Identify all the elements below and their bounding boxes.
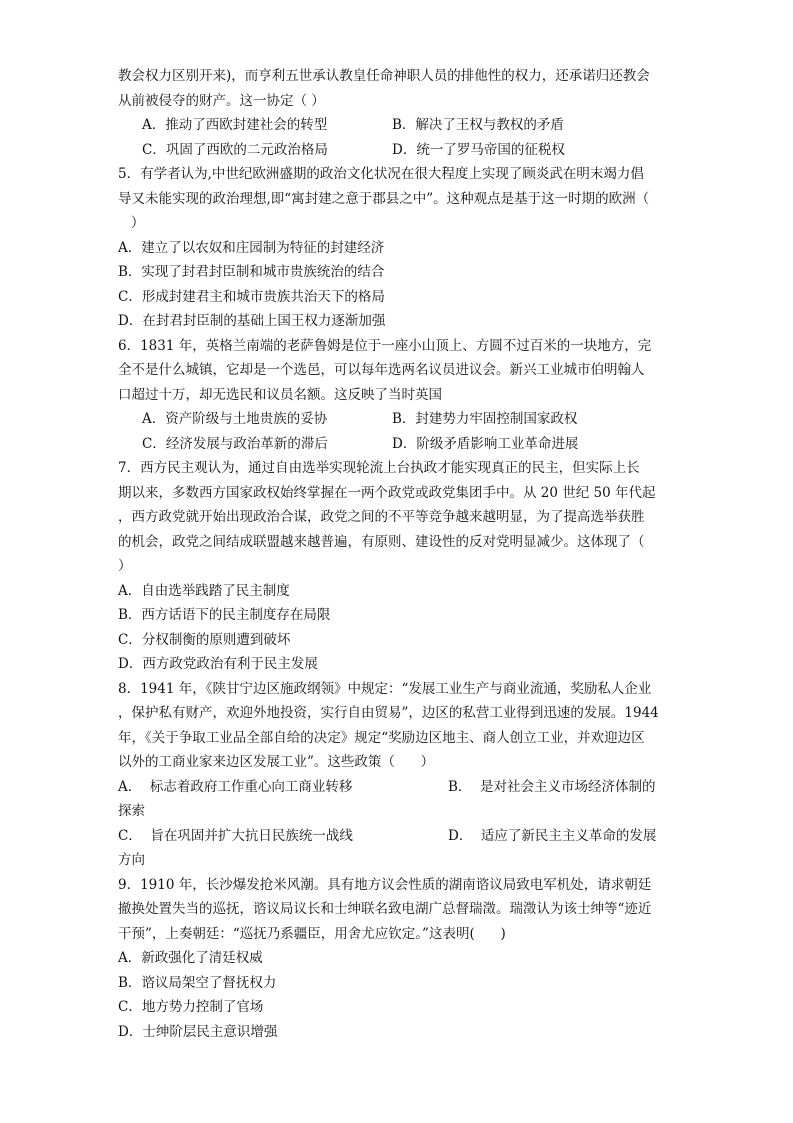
question-6-option-d[interactable]: D．阶级矛盾影响工业革命进展	[392, 435, 579, 452]
question-7-stem-line-4: 的机会，政党之间结成联盟越来越普遍，有原则、建设性的反对党明显减少。这体现了（	[118, 533, 645, 550]
question-5-stem-line-3: ）	[118, 215, 145, 231]
question-5-stem-line-1: 5．有学者认为,中世纪欧洲盛期的政治文化状况在很大程度上实现了顾炎武在明末竭力倡	[118, 166, 644, 182]
question-7-option-c[interactable]: C．分权制衡的原则遭到破坏	[118, 631, 291, 648]
question-4-stem-line-1: 教会权力区别开来)，而亨利五世承认教皇任命神职人员的排他性的权力，还承诺归还教会	[118, 68, 650, 84]
question-9-stem-line-1: 9．1910 年，长沙爆发抢米风潮。具有地方议会性质的湖南谘议局致电军机处，请求朝廷	[118, 876, 652, 893]
question-8-stem-line-3: 年，《关于争取工业品全部自给的决定》规定“奖励边区地主、商人创立工业，并欢迎边区	[118, 729, 645, 746]
question-7-stem-line-3: ，西方政党就开始出现政治合谋，政党之间的不平等竞争越来越明显，为了提高选举获胜	[118, 509, 645, 525]
question-8-option-b[interactable]: B． 是对社会主义市场经济体制的	[448, 778, 656, 795]
question-6-option-b[interactable]: B．封建势力牢固控制国家政权	[392, 411, 578, 427]
question-9	[118, 873, 678, 1045]
question-4-option-c[interactable]: C．巩固了西欧的二元政治格局	[142, 141, 328, 158]
question-9-stem-line-3: 干预”，上奏朝廷：“巡抚乃系疆臣，用舍尤应钦定。”这表明( )	[118, 925, 506, 942]
question-4-stem-line-2: 从前被侵夺的财产。这一协定（ ）	[118, 92, 325, 109]
question-9-option-b[interactable]: B．谘议局架空了督抚权力	[118, 974, 277, 991]
question-6-option-a[interactable]: A．资产阶级与土地贵族的妥协	[142, 411, 328, 427]
question-7-stem-line-2: 期以来，多数西方国家政权始终掌握在一两个政党或政党集团手中。从 20 世纪 50 年代起	[118, 484, 656, 501]
question-6-stem-line-1: 6．1831 年，英格兰南端的老萨鲁姆是位于一座小山顶上、方圆不过百米的一块地方，完	[118, 337, 652, 354]
question-7-option-a[interactable]: A．自由选举践踏了民主制度	[118, 582, 290, 599]
question-6-stem-line-3: 口超过十万，却无选民和议员名额。这反映了当时英国	[118, 386, 442, 403]
question-8-option-c[interactable]: C． 旨在巩固并扩大抗日民族统一战线	[118, 827, 353, 844]
question-4	[118, 64, 678, 162]
question-9-stem-line-2: 撤换处置失当的巡抚，谘议局议长和士绅联名致电湖广总督瑞澂。瑞澂认为该士绅等“迹近	[118, 901, 652, 917]
question-7-option-b[interactable]: B．西方话语下的民主制度存在局限	[118, 607, 331, 623]
question-7-stem-line-5: ）	[118, 558, 132, 574]
question-8-option-d[interactable]: D． 适应了新民主主义革命的发展	[448, 827, 657, 844]
question-9-option-d[interactable]: D．士绅阶层民主意识增强	[118, 1023, 278, 1040]
question-8-stem-line-4: 以外的工商业家来边区发展工业”。这些政策（ ）	[118, 754, 435, 770]
question-4-options-row-2	[118, 138, 678, 163]
question-8-option-d-continuation: 方向	[118, 852, 145, 868]
question-4-option-d[interactable]: D．统一了罗马帝国的征税权	[392, 141, 565, 158]
question-content	[118, 64, 678, 1044]
question-4-option-b[interactable]: B．解决了王权与教权的矛盾	[392, 117, 564, 133]
question-5-option-d[interactable]: D．在封君封臣制的基础上国王权力逐渐加强	[118, 313, 386, 329]
question-5-option-c[interactable]: C．形成封建君主和城市贵族共治天下的格局	[118, 288, 385, 305]
question-9-option-a[interactable]: A．新政强化了清廷权威	[118, 950, 263, 966]
question-6	[118, 334, 678, 457]
question-5-stem-line-2: 导又未能实现的政治理想,即“寓封建之意于郡县之中”。这种观点是基于这一时期的欧洲（	[118, 190, 650, 207]
question-4-option-a[interactable]: A．推动了西欧封建社会的转型	[142, 117, 328, 133]
question-5-option-b[interactable]: B．实现了封君封臣制和城市贵族统治的结合	[118, 264, 385, 280]
question-4-options-row-1	[118, 113, 678, 138]
question-8-options-row-2	[118, 824, 678, 849]
question-8-stem-line-2: ，保护私有财产，欢迎外地投资，实行自由贸易”，边区的私营工业得到迅速的发展。1944	[118, 705, 659, 721]
question-8-option-a[interactable]: A． 标志着政府工作重心向工商业转移	[118, 778, 353, 795]
question-6-options-row-2	[118, 432, 678, 457]
question-5	[118, 162, 678, 334]
question-7	[118, 456, 678, 677]
question-6-options-row-1	[118, 407, 678, 432]
question-7-stem-line-1: 7．西方民主观认为，通过自由选举实现轮流上台执政才能实现真正的民主，但实际上长	[118, 460, 640, 476]
question-7-option-d[interactable]: D．西方政党政治有利于民主发展	[118, 656, 318, 672]
question-6-stem-line-2: 全不是什么城镇，它却是一个选邑，可以每年选两名议员进议会。新兴工业城市伯明翰人	[118, 362, 645, 378]
question-8	[118, 677, 678, 873]
question-9-option-c[interactable]: C．地方势力控制了官场	[118, 999, 264, 1015]
question-5-option-a[interactable]: A．建立了以农奴和庄园制为特征的封建经济	[118, 239, 385, 256]
question-8-stem-line-1: 8．1941 年，《陕甘宁边区施政纲领》中规定：“发展工业生产与商业流通，奖励私人企业	[118, 680, 652, 697]
question-8-options-row-1	[118, 775, 678, 800]
question-6-option-c[interactable]: C．经济发展与政治革新的滞后	[142, 435, 328, 452]
question-8-option-b-continuation: 探索	[118, 803, 145, 819]
